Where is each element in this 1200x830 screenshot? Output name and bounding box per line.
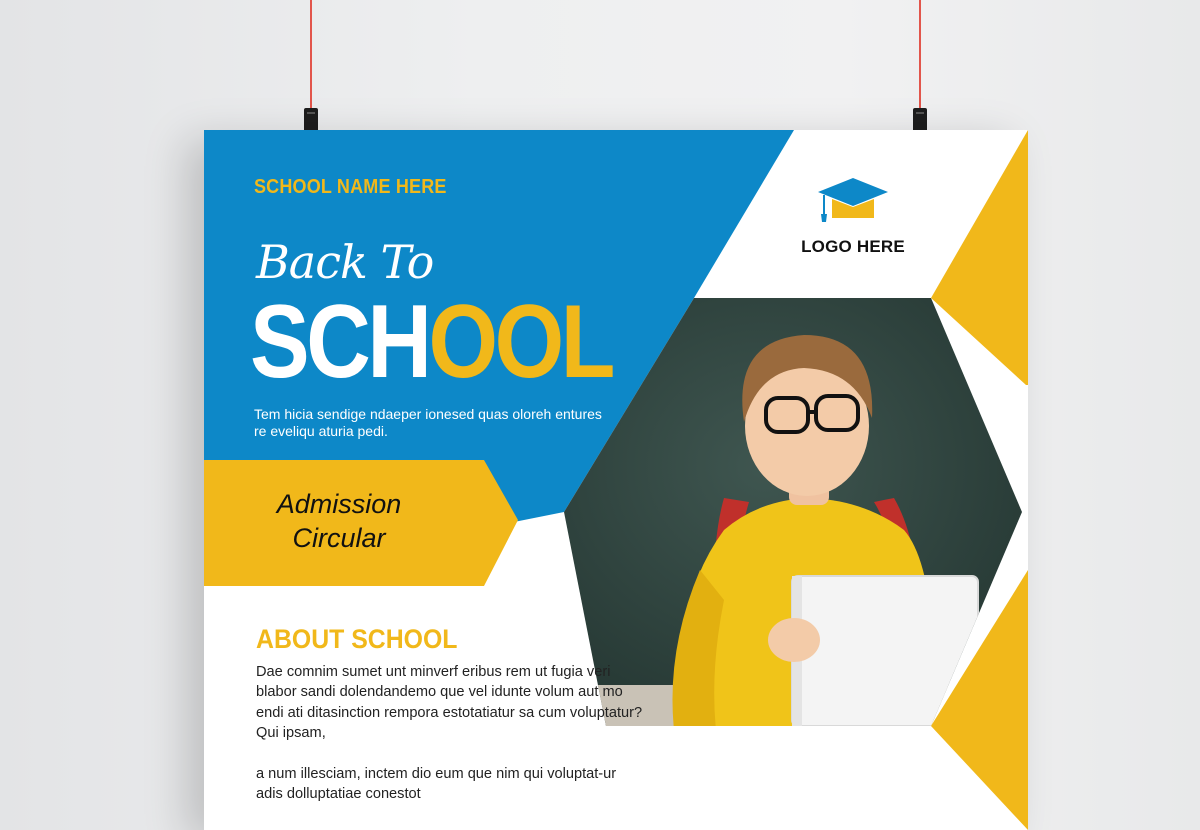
about-paragraph-2: a num illesciam, inctem dio eum que nim qui voluptat-ur adis dolluptatiae conestot <box>256 765 617 803</box>
logo-text: LOGO HERE <box>801 237 905 256</box>
school-name: SCHOOL NAME HERE <box>254 176 447 198</box>
about-paragraph-1: Dae comnim sumet unt minverf eribus rem ut fugia veri blabor sandi dolendandemo que vel idunte volum aut mo endi ati ditasinction rempora estotatiatur sa cum voluptatur? Qui ipsam, <box>256 664 643 742</box>
graduation-cap-icon <box>816 176 890 226</box>
poster <box>204 130 1028 830</box>
logo-block <box>800 176 906 257</box>
headline-school-white: SCH <box>250 284 429 400</box>
headline-script: Back To <box>256 235 434 289</box>
about-body <box>256 662 646 825</box>
admission-circular <box>204 488 474 556</box>
headline-school-yellow: OOL <box>428 284 612 400</box>
hanging-string-right <box>919 0 921 112</box>
about-title: ABOUT SCHOOL <box>256 624 458 654</box>
hanging-string-left <box>310 0 312 112</box>
admission-line-2: Circular <box>292 522 386 553</box>
admission-line-1: Admission <box>276 489 402 519</box>
tagline: Tem hicia sendige ndaeper ionesed quas oloreh entures re eveliqu aturia pedi. <box>254 406 602 439</box>
headline-school <box>250 284 612 400</box>
